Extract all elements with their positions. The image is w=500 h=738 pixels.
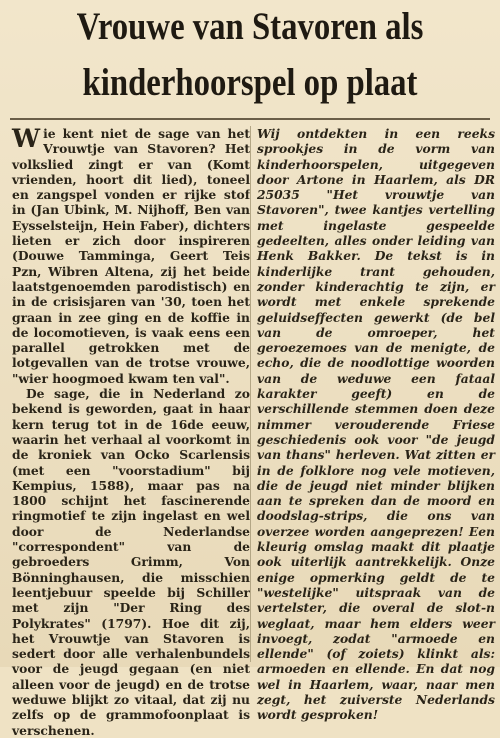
left-paragraph-1-text: ie kent niet de sage van het Vrouwtje van Stavoren? Het volkslied zingt er van (Komt vrienden, hoort dit lied), toneel en zangspel vonden er rijke stof in (Jan Ubink, M. Nijhoff, Ben van Eysselsteijn, Hein Faber), dichters lieten er zich door inspireren (Douwe Tamminga, Geert Teis Pzn, Wibren Altena, zij het beide laatstgenoemden parodistisch) en in de crisisjaren van '30, toen het graan in zee ging en de koffie in de locomotieven, is vaak eens een parallel getrokken met de lotgevallen van de trotse vrouwe, "wier hoogmoed kwam ten val". [12,126,250,386]
left-paragraph-1 [12,126,250,386]
column-divider [250,126,251,662]
left-paragraph-2: De sage, die in Nederland zo bekend is geworden, gaat in haar kern terug tot in de 16de eeuw, waarin het verhaal al voorkomt in de kroniek van Ocko Scarlensis (met een "voorstadium" bij Kempius, 1588), maar pas na 1800 schijnt het fascinerende ringmotief te zijn ingelast en wel door de Nederlandse "correspondent" van de gebroeders Grimm, Von Bönninghausen, die misschien leentjebuur speelde bij Schiller met zijn "Der Ring des Polykrates" (1797). Hoe dit zij, het Vrouwtje van Stavoren is sedert door alle verhalenbundels voor de jeugd gegaan (en niet alleen voor de jeugd) en de trotse weduwe blijkt zo vitaal, dat zij nu zelfs op de grammofoonplaat is verschenen. [12,386,250,738]
left-column [12,126,250,738]
right-paragraph-1: Wij ontdekten in een reeks sprookjes in de vorm van kinderhoorspelen, uitgegeven door Artone in Haarlem, als DR 25035 "Het vrouwtje van Stavoren", twee kantjes vertelling met ingelaste gespeelde gedeelten, alles onder leiding van Henk Bakker. De tekst is in kinderlijke trant gehouden, zonder kinderachtig te zijn, er wordt met enkele sprekende geluidseffecten gewerkt (de bel van de omroeper, het geroezemoes van de menigte, de echo, die de noodlottige woorden van de weduwe een fataal karakter geeft) en de verschillende stemmen doen deze nimmer verouderende Friese geschiedenis ook voor "de jeugd van thans" herleven. Wat zitten er in de folklore nog vele motieven, die de jeugd niet minder blijken aan te spreken dan de moord en doodslag-strips, die ons van overzee worden aangeprezen! Een kleurig omslag maakt dit plaatje ook uiterlijk aantrekkelijk. Onze enige opmerking geldt de te "westelijke" uitspraak van de vertelster, die overal de slot-n weglaat, maar hem elders weer invoegt, zodat "armoede en ellende" (of zoiets) klinkt als: armoeden en ellende. En dat nog wel in Haarlem, waar, naar men zegt, het zuiverste Nederlands wordt gesproken! [257,126,495,723]
right-column [257,126,495,723]
headline-line-2: kinderhoorspel op plaat [82,61,418,104]
headline-line-1: Vrouwe van Stavoren als [76,5,424,48]
drop-cap: W [12,124,41,153]
headline-rule [10,118,490,120]
